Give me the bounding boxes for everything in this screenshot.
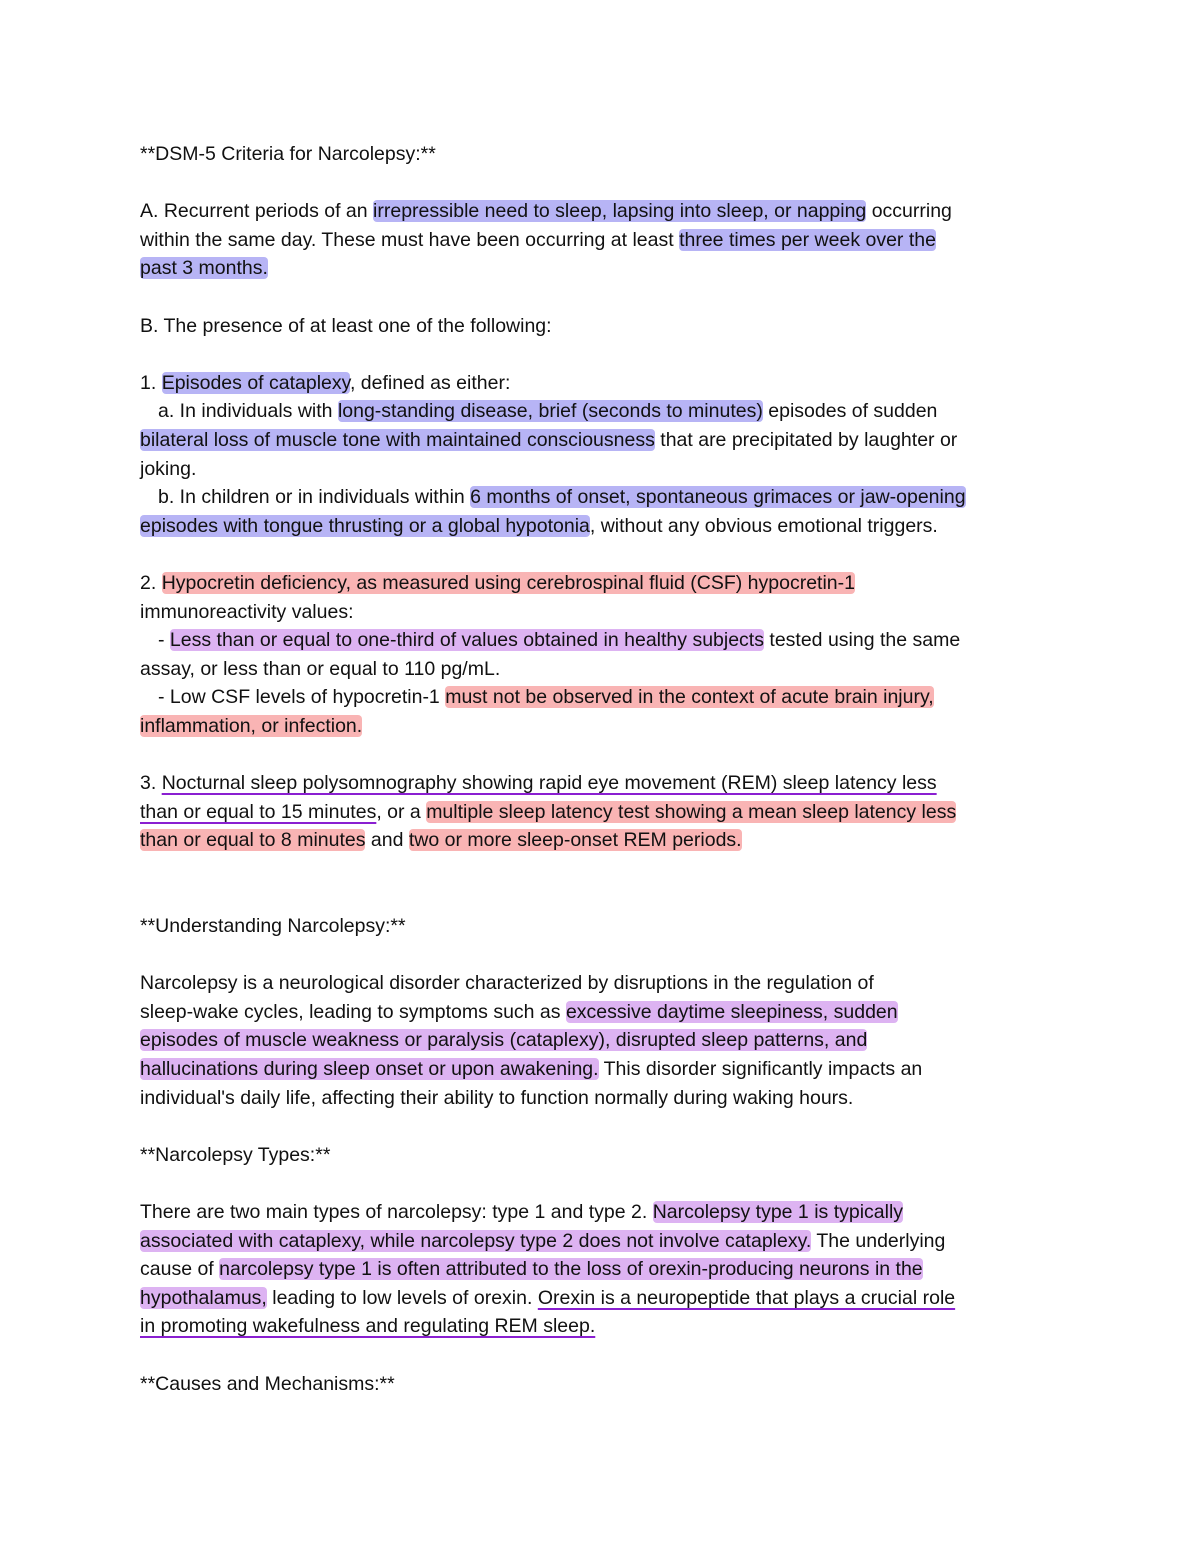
item-2-bullet-line: - Less than or equal to one-third of values obtained in healthy subjects tested using the same — [158, 629, 961, 652]
highlight-purple: excessive daytime sleepiness, sudden — [565, 1000, 898, 1023]
heading-understanding: **Understanding Narcolepsy:** — [140, 915, 406, 938]
heading-causes-mechanisms: **Causes and Mechanisms:** — [140, 1372, 395, 1395]
understanding-paragraph-line: hallucinations during sleep onset or upon awakening. This disorder significantly impacts an — [140, 1058, 923, 1080]
highlight-purple: narcolepsy type 1 is often attributed to the loss of orexin-producing neurons in the — [219, 1258, 923, 1281]
item-3-line: than or equal to 8 minutes and two or more sleep-onset REM periods. — [140, 829, 742, 852]
item-2-bullet-line — [140, 712, 1060, 741]
blank-line — [140, 283, 1060, 312]
criterion-b-line: B. The presence of at least one of the following: — [140, 314, 552, 337]
blank-line — [140, 340, 1060, 369]
highlight-red: multiple sleep latency test showing a mean sleep latency less — [426, 800, 957, 823]
blank-line — [140, 883, 1060, 912]
item-2-bullet-line: - Low CSF levels of hypocretin-1 must not be observed in the context of acute brain injury, — [158, 686, 934, 709]
blank-line — [140, 1341, 1060, 1370]
highlight-red: inflammation, or infection. — [140, 714, 363, 737]
item-2-line: 2. Hypocretin deficiency, as measured using cerebrospinal fluid (CSF) hypocretin-1 — [140, 571, 855, 594]
types-paragraph-line — [140, 1312, 1060, 1341]
highlight-purple: Less than or equal to one-third of values obtained in healthy subjects — [169, 629, 764, 652]
highlight-red: than or equal to 8 minutes — [140, 829, 366, 852]
highlight-blue: irrepressible need to sleep, lapsing into sleep, or napping — [373, 200, 867, 223]
underline-purple: Nocturnal sleep polysomnography showing rapid eye movement (REM) sleep latency less — [161, 772, 937, 795]
item-1a-line: joking. — [140, 457, 197, 480]
item-1b-line: b. In children or in individuals within 6 months of onset, spontaneous grimaces or jaw-opening — [158, 486, 966, 509]
heading-narcolepsy-types: **Narcolepsy Types:** — [140, 1143, 331, 1166]
criterion-a-line: within the same day. These must have been occurring at least three times per week over the — [140, 228, 936, 251]
blank-line — [140, 941, 1060, 970]
types-paragraph-line: hypothalamus, leading to low levels of orexin. Orexin is a neuropeptide that plays a crucial role — [140, 1286, 956, 1309]
highlight-red: must not be observed in the context of acute brain injury, — [445, 686, 934, 709]
highlight-purple: episodes of muscle weakness or paralysis (cataplexy), disrupted sleep patterns, and — [140, 1029, 868, 1052]
highlight-blue: past 3 months. — [140, 257, 268, 280]
understanding-paragraph-line — [140, 1026, 1060, 1055]
highlight-purple: Narcolepsy type 1 is typically — [652, 1200, 904, 1223]
highlight-blue: Episodes of cataplexy — [161, 371, 350, 394]
item-2-line: immunoreactivity values: — [140, 600, 354, 623]
blank-line — [140, 540, 1060, 569]
understanding-paragraph-line: Narcolepsy is a neurological disorder characterized by disruptions in the regulation of — [140, 972, 874, 995]
item-1a-line: bilateral loss of muscle tone with maintained consciousness that are precipitated by laughter or — [140, 428, 958, 451]
highlight-purple: hallucinations during sleep onset or upon awakening. — [140, 1058, 599, 1080]
types-paragraph-line: cause of narcolepsy type 1 is often attributed to the loss of orexin-producing neurons in the — [140, 1258, 923, 1281]
blank-line — [140, 855, 1060, 884]
item-1b-line: episodes with tongue thrusting or a global hypotonia, without any obvious emotional triggers. — [140, 514, 938, 537]
highlight-red: Hypocretin deficiency, as measured using cerebrospinal fluid (CSF) hypocretin-1 — [161, 571, 855, 594]
underline-purple: in promoting wakefulness and regulating REM sleep. — [140, 1315, 596, 1338]
highlight-purple: hypothalamus, — [140, 1286, 267, 1309]
highlight-red: two or more sleep-onset REM periods. — [408, 829, 742, 852]
blank-line — [140, 1169, 1060, 1198]
blank-line — [140, 740, 1060, 769]
types-paragraph-line: associated with cataplexy, while narcolepsy type 2 does not involve cataplexy. The underlying — [140, 1229, 946, 1252]
heading-dsm5-criteria: **DSM-5 Criteria for Narcolepsy:** — [140, 143, 436, 165]
item-3-line: than or equal to 15 minutes, or a multiple sleep latency test showing a mean sleep latency less — [140, 800, 957, 823]
blank-line — [140, 169, 1060, 198]
understanding-paragraph-line: sleep-wake cycles, leading to symptoms such as excessive daytime sleepiness, sudden — [140, 1000, 898, 1023]
understanding-paragraph-line: individual's daily life, affecting their ability to function normally during waking hours. — [140, 1086, 854, 1109]
item-3-line: 3. Nocturnal sleep polysomnography showing rapid eye movement (REM) sleep latency less — [140, 772, 937, 795]
highlight-blue: 6 months of onset, spontaneous grimaces or jaw-opening — [470, 486, 966, 509]
types-paragraph-line: There are two main types of narcolepsy: type 1 and type 2. Narcolepsy type 1 is typically — [140, 1200, 904, 1223]
highlight-blue: bilateral loss of muscle tone with maintained consciousness — [140, 428, 655, 451]
document-body — [140, 140, 1060, 1398]
item-1-line: 1. Episodes of cataplexy, defined as either: — [140, 371, 511, 394]
underline-purple: Orexin is a neuropeptide that plays a crucial role — [537, 1286, 956, 1309]
blank-line — [140, 1112, 1060, 1141]
highlight-blue: episodes with tongue thrusting or a global hypotonia — [140, 514, 590, 537]
item-1a-line: a. In individuals with long-standing disease, brief (seconds to minutes) episodes of sudden — [158, 400, 938, 423]
highlight-blue: long-standing disease, brief (seconds to minutes) — [337, 400, 763, 423]
underline-purple: than or equal to 15 minutes — [140, 800, 377, 823]
highlight-blue: three times per week over the — [679, 228, 936, 251]
highlight-purple: associated with cataplexy, while narcolepsy type 2 does not involve cataplexy. — [140, 1229, 812, 1252]
criterion-a-line — [140, 254, 1060, 283]
item-2-bullet-line: assay, or less than or equal to 110 pg/mL. — [140, 657, 501, 680]
criterion-a-line: A. Recurrent periods of an irrepressible need to sleep, lapsing into sleep, or napping occurring — [140, 200, 952, 223]
